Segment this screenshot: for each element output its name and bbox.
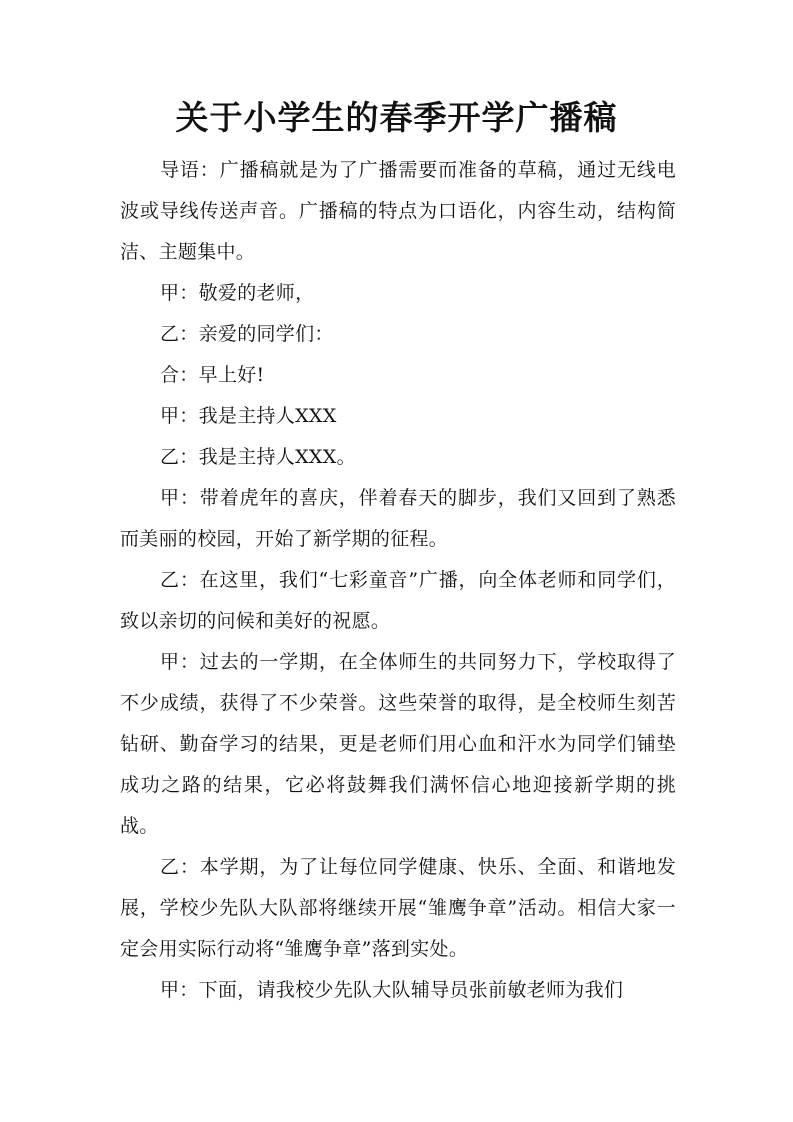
- paragraph-line: 甲：敬爱的老师，: [160, 282, 315, 304]
- paragraph-line: 乙：我是主持人XXX。: [160, 446, 356, 468]
- paragraph-line: 乙：亲爱的同学们：: [160, 323, 334, 345]
- document-title: 关于小学生的春季开学广播稿: [175, 98, 618, 137]
- paragraph-line: 甲：带着虎年的喜庆，伴着春天的脚步，我们又回到了熟悉而美丽的校园，开始了新学期的征程。: [120, 487, 676, 550]
- paragraph-line: 甲：我是主持人XXX: [160, 405, 337, 427]
- document-body: [120, 150, 676, 1011]
- paragraph-line: 甲：过去的一学期，在全体师生的共同努力下，学校取得了不少成绩，获得了不少荣誉。这些荣誉的取得，是全校师生刻苦钻研、勤奋学习的结果，更是老师们用心血和汗水为同学们铺垫成功之路的结果，它必将鼓舞我们满怀信心地迎接新学期的挑战。: [120, 651, 676, 837]
- paragraph-intro: 导语：广播稿就是为了广播需要而准备的草稿，通过无线电波或导线传送声音。广播稿的特点为口语化，内容生动，结构简洁、主题集中。: [120, 159, 676, 263]
- paragraph-line: 合：早上好!: [160, 364, 265, 386]
- paragraph-line: 乙：在这里，我们“七彩童音”广播，向全体老师和同学们，致以亲切的问候和美好的祝愿。: [120, 569, 676, 632]
- paragraph-line: 乙：本学期，为了让每位同学健康、快乐、全面、和谐地发展，学校少先队大队部将继续开展“雏鹰争章”活动。相信大家一定会用实际行动将“雏鹰争章”落到实处。: [120, 856, 676, 960]
- paragraph-line: 甲：下面，请我校少先队大队辅导员张前敏老师为我们: [160, 979, 624, 1001]
